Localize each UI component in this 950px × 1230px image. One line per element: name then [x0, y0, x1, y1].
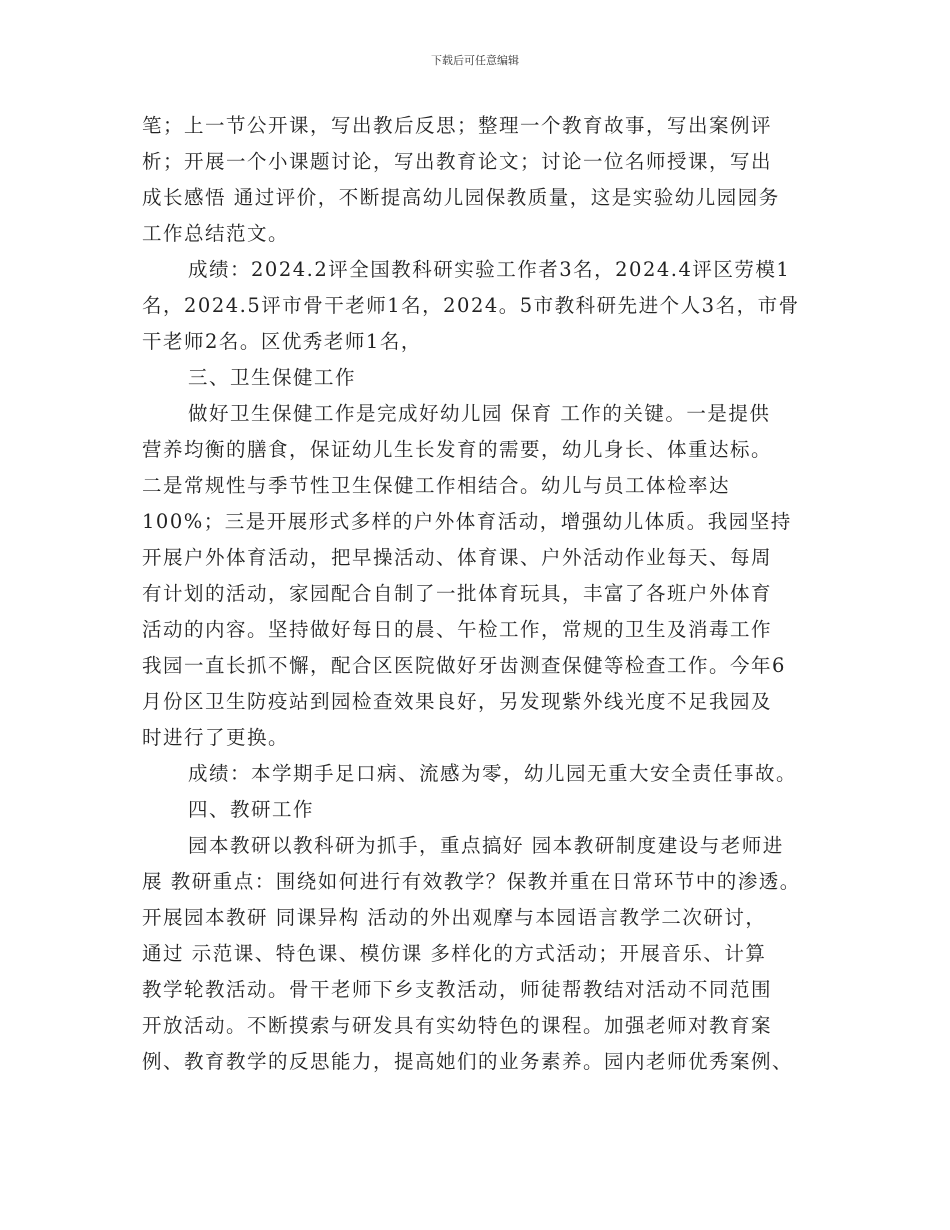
text-line: 笔；上一节公开课，写出教后反思；整理一个教育故事，写出案例评	[142, 114, 773, 137]
text-line: 活动的内容。坚持做好每日的晨、午检工作，常规的卫生及消毒工作	[142, 618, 773, 641]
text-line: 工作总结范文。	[142, 222, 290, 245]
text-line: 100%；三是开展形式多样的户外体育活动，增强幼儿体质。我园坚持	[142, 510, 792, 533]
text-line: 析；开展一个小课题讨论，写出教育论文；讨论一位名师授课，写出	[142, 150, 773, 173]
text-line: 有计划的活动，家园配合自制了一批体育玩具，丰富了各班户外体育	[142, 582, 773, 605]
text-line: 开展园本教研 同课异构 活动的外出观摩与本园语言教学二次研讨，	[142, 906, 767, 929]
text-line: 营养均衡的膳食，保证幼儿生长发育的需要，幼儿身长、体重达标。	[142, 438, 773, 461]
text-line: 成绩：2024.2评全国教科研实验工作者3名，2024.4评区劳模1	[188, 258, 791, 281]
text-line: 名，2024.5评市骨干老师1名，2024。5市教科研先进个人3名，市骨	[142, 294, 800, 317]
text-line: 做好卫生保健工作是完成好幼儿园 保育 工作的关键。一是提供	[188, 402, 771, 425]
text-line: 展 教研重点：围绕如何进行有效教学？保教并重在日常环节中的渗透。	[142, 870, 801, 893]
text-line: 开放活动。不断摸索与研发具有实幼特色的课程。加强老师对教育案	[142, 1014, 773, 1037]
text-line: 教学轮教活动。骨干老师下乡支教活动，师徒帮教结对活动不同范围	[142, 978, 773, 1001]
text-line: 二是常规性与季节性卫生保健工作相结合。幼儿与员工体检率达	[142, 474, 731, 497]
text-line: 通过 示范课、特色课、模仿课 多样化的方式活动；开展音乐、计算	[142, 942, 767, 965]
text-line: 例、教育教学的反思能力，提高她们的业务素养。园内老师优秀案例、	[142, 1050, 794, 1073]
page-header: 下载后可任意编辑	[431, 54, 519, 67]
text-line: 四、教研工作	[188, 798, 315, 821]
text-line: 成绩：本学期手足口病、流感为零，幼儿园无重大安全责任事故。	[188, 762, 798, 785]
text-line: 月份区卫生防疫站到园检查效果良好，另发现紫外线光度不足我园及	[142, 690, 773, 713]
text-line: 三、卫生保健工作	[188, 366, 357, 389]
text-line: 开展户外体育活动，把早操活动、体育课、户外活动作业每天、每周	[142, 546, 773, 569]
text-line: 成长感悟 通过评价，不断提高幼儿园保教质量，这是实验幼儿园园务	[142, 186, 780, 209]
text-line: 园本教研以教科研为抓手，重点搞好 园本教研制度建设与老师进	[188, 834, 784, 857]
text-line: 我园一直长抓不懈，配合区医院做好牙齿测查保健等检查工作。今年6	[142, 654, 786, 677]
text-line: 时进行了更换。	[142, 726, 290, 749]
document-body	[142, 108, 822, 1080]
text-line: 干老师2名。区优秀老师1名，	[142, 330, 422, 353]
